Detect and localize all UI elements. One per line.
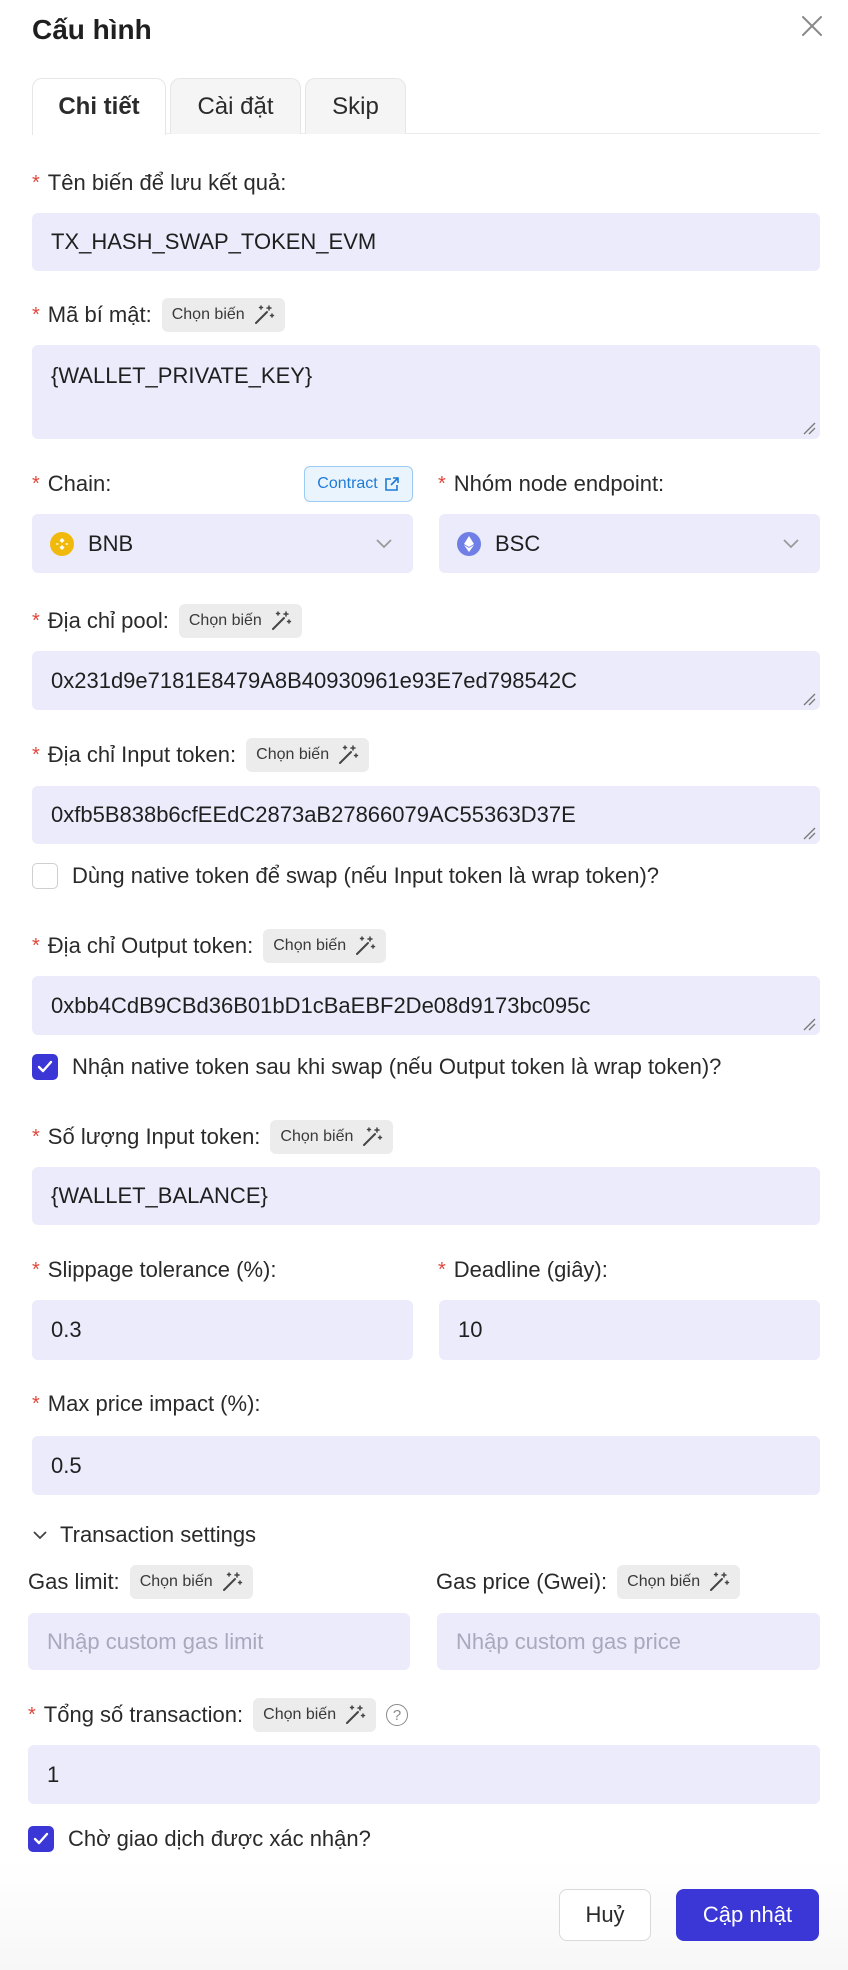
native-in-label: Dùng native token để swap (nếu Input token là wrap token)? [72,863,660,888]
chevron-down-icon [375,538,393,550]
deadline-input[interactable]: 10 [439,1300,820,1360]
required-mark: * [28,1703,36,1726]
node-group-select[interactable] [439,514,820,573]
amount-label-text: Số lượng Input token: [47,1124,261,1149]
transaction-settings-toggle[interactable] [32,1522,256,1548]
gas-limit-input[interactable]: Nhập custom gas limit [28,1613,410,1670]
output-token-label-text: Địa chỉ Output token: [47,933,254,958]
result-var-label [32,168,286,198]
resize-handle-icon[interactable] [802,421,816,435]
gas-price-variable-chip[interactable] [617,1565,740,1599]
result-var-label-text: Tên biến để lưu kết quả: [47,170,287,195]
chip-label: Chọn biến [273,937,347,954]
magic-wand-icon [708,1571,730,1593]
chevron-down-icon [32,1530,48,1540]
tab-settings[interactable]: Cài đặt [170,78,301,134]
native-in-option [32,861,659,891]
required-mark: * [32,609,40,632]
gas-limit-variable-chip[interactable] [130,1565,253,1599]
close-icon [801,15,823,37]
eth-coin-icon [457,532,481,556]
output-token-label [32,928,386,964]
pool-address-value: 0x231d9e7181E8479A8B40930961e93E7ed798542C [51,667,578,693]
magic-wand-icon [253,304,275,326]
native-out-option [32,1052,721,1082]
output-token-variable-chip[interactable] [263,929,386,963]
bnb-coin-icon [50,532,74,556]
chip-label: Chọn biến [280,1128,354,1145]
input-token-label [32,737,369,773]
node-group-value: BSC [495,530,541,556]
chip-label: Chọn biến [627,1573,701,1590]
slippage-input[interactable]: 0.3 [32,1300,413,1360]
tx-count-variable-chip[interactable] [253,1698,376,1732]
contract-link-button[interactable] [304,466,413,502]
native-out-checkbox[interactable] [32,1054,58,1080]
deadline-label-text: Deadline (giây): [453,1257,608,1282]
required-mark: * [32,472,40,495]
tab-details[interactable]: Chi tiết [32,78,166,135]
pool-variable-chip[interactable] [179,604,302,638]
chip-label: Chọn biến [171,306,245,323]
pool-label-text: Địa chỉ pool: [47,608,169,633]
max-impact-label [32,1389,261,1419]
required-mark: * [438,1258,446,1281]
magic-wand-icon [361,1126,383,1148]
magic-wand-icon [354,935,376,957]
chip-label: Chọn biến [263,1706,337,1723]
slippage-label [32,1255,276,1285]
chip-label: Chọn biến [188,612,262,629]
pool-address-input[interactable] [32,651,820,710]
gas-price-label-text: Gas price (Gwei): [436,1569,608,1594]
max-impact-label-text: Max price impact (%): [47,1391,261,1416]
tx-count-label-text: Tổng số transaction: [43,1702,244,1727]
input-token-address-input[interactable] [32,786,820,844]
amount-variable-chip[interactable] [270,1120,393,1154]
wait-confirm-label: Chờ giao dịch được xác nhận? [68,1826,371,1851]
amount-label [32,1119,393,1155]
magic-wand-icon [270,610,292,632]
tx-count-input[interactable]: 1 [28,1745,820,1804]
magic-wand-icon [344,1704,366,1726]
required-mark: * [32,743,40,766]
chain-label-text: Chain: [47,471,112,496]
wait-confirm-checkbox[interactable] [28,1826,54,1852]
contract-label: Contract [317,475,378,492]
chip-label: Chọn biến [139,1573,213,1590]
result-var-input[interactable]: TX_HASH_SWAP_TOKEN_EVM [32,213,820,271]
chevron-down-icon [782,538,800,550]
output-token-address-input[interactable] [32,976,820,1035]
gas-limit-label [28,1564,253,1600]
chain-select[interactable] [32,514,413,573]
secret-variable-chip[interactable] [162,298,285,332]
resize-handle-icon[interactable] [802,692,816,706]
magic-wand-icon [337,744,359,766]
update-button[interactable]: Cập nhật [676,1889,819,1941]
input-token-address-value: 0xfb5B838b6cfEEdC2873aB27866079AC55363D37E [51,802,576,827]
required-mark: * [32,1392,40,1415]
pool-label [32,603,302,639]
close-button[interactable] [796,10,828,42]
gas-limit-label-text: Gas limit: [28,1569,120,1594]
required-mark: * [32,1258,40,1281]
node-group-label-text: Nhóm node endpoint: [453,471,665,496]
tx-count-label [28,1697,408,1733]
slippage-label-text: Slippage tolerance (%): [47,1257,277,1282]
magic-wand-icon [221,1571,243,1593]
chain-value: BNB [88,530,134,556]
help-icon[interactable]: ? [386,1704,408,1726]
dialog-title: Cấu hình [32,14,152,45]
required-mark: * [438,472,446,495]
secret-value: {WALLET_PRIVATE_KEY} [51,363,313,388]
chip-label: Chọn biến [256,746,330,763]
resize-handle-icon[interactable] [802,1017,816,1031]
native-out-label: Nhận native token sau khi swap (nếu Output token là wrap token)? [72,1054,722,1079]
tab-bar [32,78,820,134]
input-token-variable-chip[interactable] [246,738,369,772]
transaction-settings-label: Transaction settings [60,1522,257,1547]
secret-label [32,297,285,333]
cancel-button[interactable]: Huỷ [559,1889,651,1941]
deadline-label [438,1255,608,1285]
tab-skip[interactable]: Skip [305,78,406,134]
secret-textarea[interactable] [32,345,820,439]
required-mark: * [32,934,40,957]
amount-input[interactable]: {WALLET_BALANCE} [32,1167,820,1225]
gas-price-input[interactable]: Nhập custom gas price [437,1613,820,1670]
node-group-label [438,468,664,500]
resize-handle-icon[interactable] [802,826,816,840]
check-icon [37,1060,53,1074]
required-mark: * [32,303,40,326]
output-token-address-value: 0xbb4CdB9CBd36B01bD1cBaEBF2De08d9173bc095c [51,992,591,1018]
chain-label [32,468,111,500]
gas-price-label [436,1564,740,1600]
required-mark: * [32,1125,40,1148]
required-mark: * [32,171,40,194]
input-token-label-text: Địa chỉ Input token: [47,742,237,767]
check-icon [33,1832,49,1846]
native-in-checkbox[interactable] [32,863,58,889]
wait-confirm-option [28,1824,371,1854]
max-impact-input[interactable]: 0.5 [32,1436,820,1495]
external-link-icon [384,476,400,492]
secret-label-text: Mã bí mật: [47,302,152,327]
